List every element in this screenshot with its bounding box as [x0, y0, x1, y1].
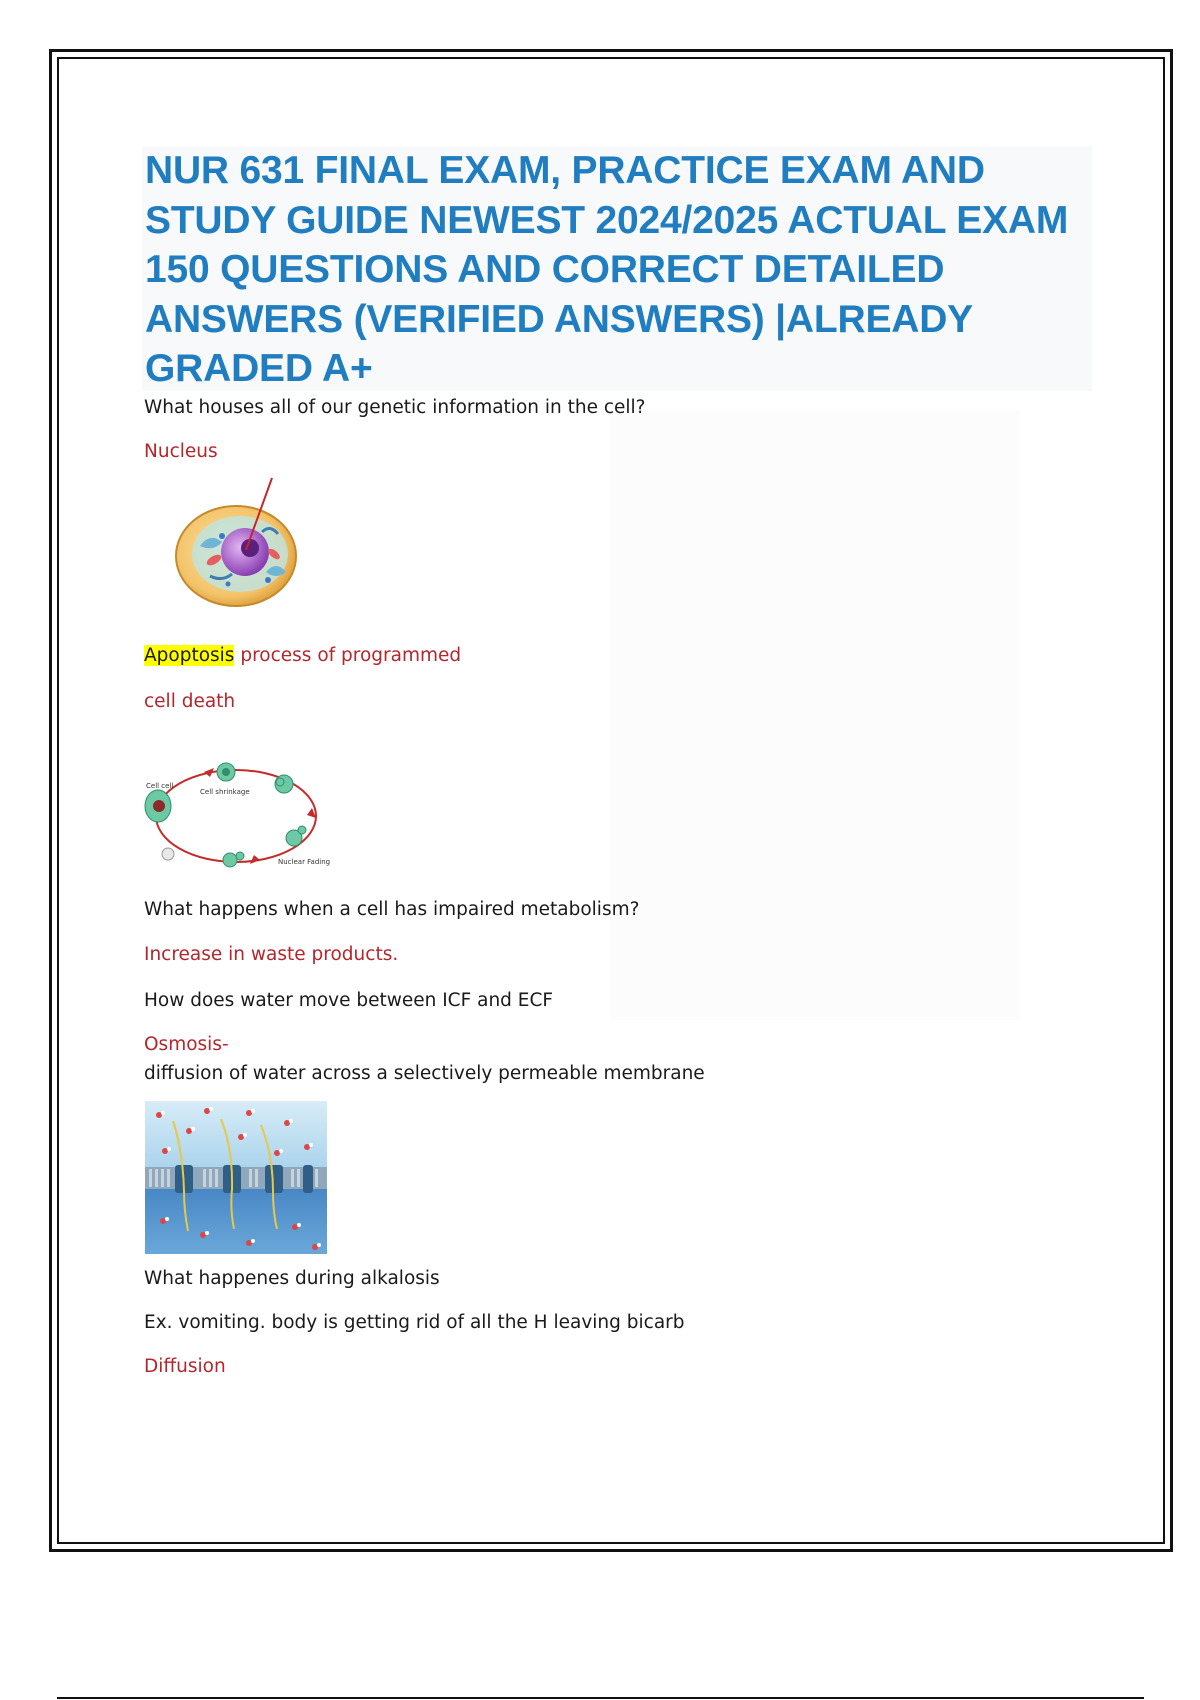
faint-background-panel: [610, 410, 1020, 1020]
apoptosis-cycle-figure: [144, 758, 330, 874]
question-water-movement: How does water move between ICF and ECF: [144, 990, 554, 1011]
animal-cell-figure: [170, 476, 310, 616]
page-footer-rule: [57, 1697, 1144, 1699]
apoptosis-term: Apoptosis: [144, 645, 235, 666]
answer-nucleus: Nucleus: [144, 441, 218, 462]
osmosis-definition: diffusion of water across a selectively permeable membrane: [144, 1063, 705, 1084]
apoptosis-definition-part2: cell death: [144, 691, 236, 712]
fig-label-start: Cell cell: [146, 782, 174, 790]
answer-diffusion: Diffusion: [144, 1356, 226, 1377]
question-alkalosis: What happenes during alkalosis: [144, 1268, 440, 1289]
apoptosis-line: [144, 644, 461, 668]
osmosis-membrane-figure: [145, 1101, 327, 1254]
alkalosis-example: Ex. vomiting. body is getting rid of all the H leaving bicarb: [144, 1312, 685, 1333]
document-title: NUR 631 FINAL EXAM, PRACTICE EXAM AND STUDY GUIDE NEWEST 2024/2025 ACTUAL EXAM 150 QUESTIONS AND CORRECT DETAILED ANSWERS (VERIFIED ANSWERS) |ALREADY GRADED A+: [145, 149, 1069, 390]
apoptosis-definition-part1: process of programmed: [240, 645, 462, 666]
fig-label-bottom: Nuclear Fading: [278, 858, 330, 866]
fig-label-top: Cell shrinkage: [200, 788, 250, 796]
answer-waste-products: Increase in waste products.: [144, 944, 399, 965]
question-impaired-metabolism: What happens when a cell has impaired metabolism?: [144, 899, 640, 920]
answer-osmosis: Osmosis-: [144, 1034, 229, 1055]
question-genetic-information: What houses all of our genetic information in the cell?: [144, 397, 646, 418]
